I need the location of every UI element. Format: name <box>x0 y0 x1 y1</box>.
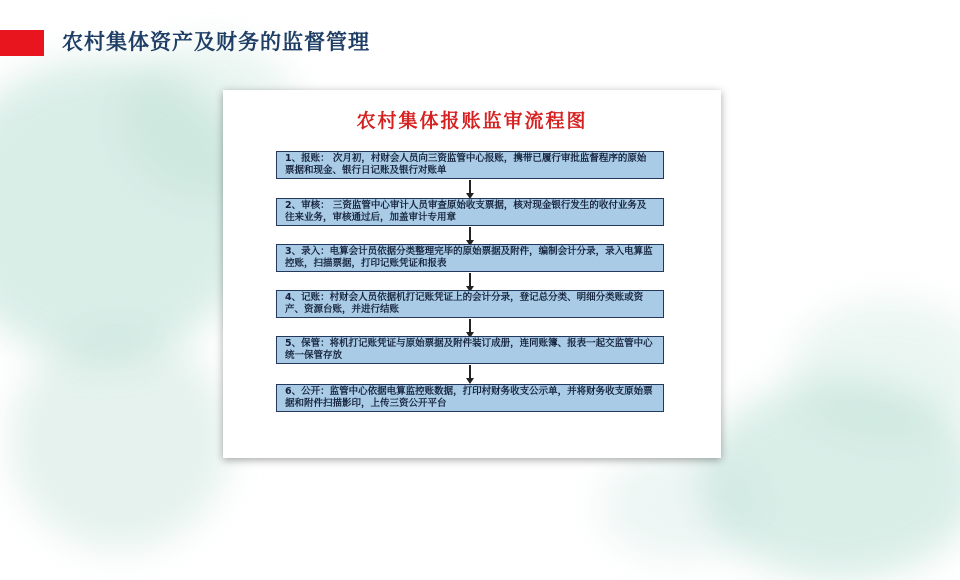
flow-step-3: 3、录入：电算会计员依据分类整理完毕的原始票据及附件，编制会计分录，录入电算监控账，扫描票据，打印记账凭证和报表 <box>276 244 664 272</box>
flow-arrow-2 <box>469 227 471 241</box>
flow-step-6: 6、公开：监管中心依据电算监控账数据，打印村财务收支公示单，并将财务收支原始票据和附件扫描影印，上传三资公开平台 <box>276 384 664 412</box>
flow-arrow-3 <box>469 273 471 287</box>
slide-title: 农村集体资产及财务的监督管理 <box>62 30 370 54</box>
flow-step-5: 5、保管：将机打记账凭证与原始票据及附件装订成册，连同账簿、报表一起交监管中心统一保管存放 <box>276 336 664 364</box>
flow-step-2: 2、审核： 三资监管中心审计人员审查原始收支票据，核对现金银行发生的收付业务及往来业务，审核通过后，加盖审计专用章 <box>276 198 664 226</box>
flow-arrow-4 <box>469 319 471 333</box>
flowchart-image <box>223 90 721 458</box>
flow-step-1: 1、报账： 次月初，村财会人员向三资监管中心报账，携带已履行审批监督程序的原始票据和现金、银行日记账及银行对账单 <box>276 151 664 179</box>
flow-arrow-1 <box>469 180 471 194</box>
flowchart-title: 农村集体报账监审流程图 <box>356 110 588 132</box>
title-accent-bar <box>0 30 44 56</box>
flow-step-4: 4、记账：村财会人员依据机打记账凭证上的会计分录，登记总分类、明细分类账或资产、资源台账，并进行结账 <box>276 290 664 318</box>
flow-arrow-5 <box>469 365 471 379</box>
